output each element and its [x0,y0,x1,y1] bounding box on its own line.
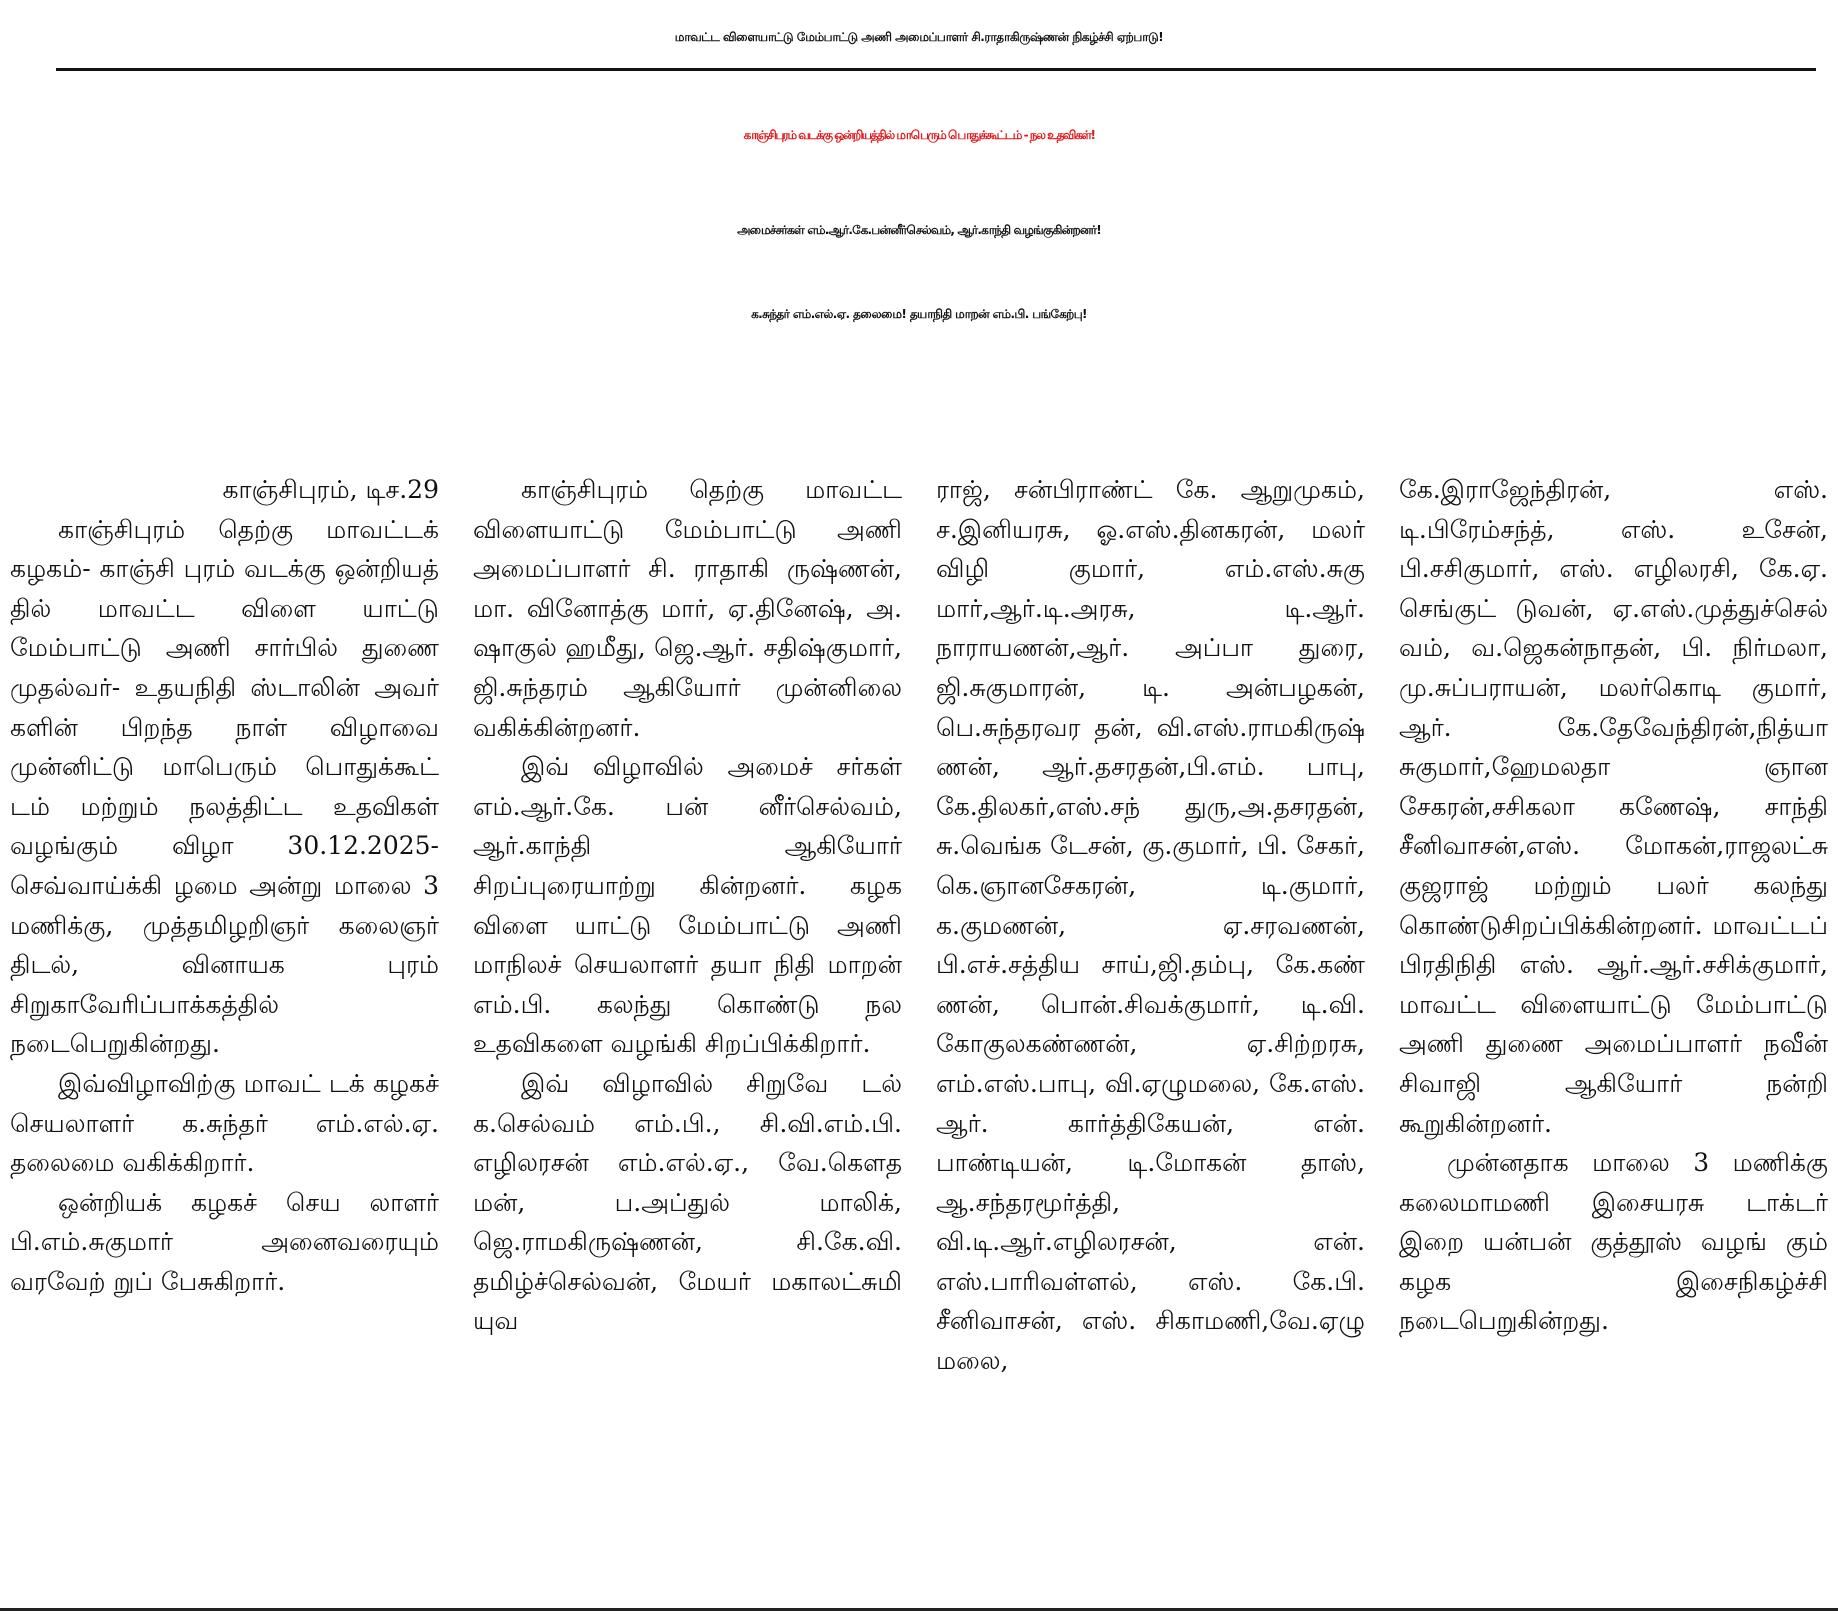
article-paragraph: முன்னதாக மாலை 3 மணிக்கு கலைமாமணி இசையரசு டாக்டர் இறை யன்பன் குத்தூஸ் வழங் கும் கழக இசைநிகழ்ச்சி நடைபெறுகின்றது. [1399,1148,1828,1336]
article-column-1 [10,470,439,1381]
main-headline: காஞ்சிபுரம் வடக்கு ஒன்றியத்தில் மாபெரும் பொதுக்கூட்டம் - நல உதவிகள்! [743,128,1095,142]
article-paragraph: இவ் விழாவில் சிறுவே டல் க.செல்வம் எம்.பி., சி.வி.எம்.பி. எழிலரசன் எம்.எல்.ஏ., வே.கௌத மன், ப.அப்துல் மாலிக், ஜெ.ராமகிருஷ்ணன், சி.கே.வி. தமிழ்ச்செல்வன், மேயர் மகாலட்சுமி யுவ [473,1068,902,1336]
article-paragraph: காஞ்சிபுரம் தெற்கு மாவட்ட விளையாட்டு மேம்பாட்டு அணி அமைப்பாளர் சி. ராதாகி ருஷ்ணன், மா. வினோத்கு மார், ஏ.தினேஷ், அ. ஷாகுல் ஹமீது, ஜெ.ஆர். சதிஷ்குமார், ஜி.சுந்தரம் ஆகியோர் முன்னிலை வகிக்கின்றனர். [473,475,902,742]
article-column-3 [936,470,1365,1381]
bottom-rule [0,1608,1838,1611]
article-paragraph: இவ்விழாவிற்கு மாவட் டக் கழகச் செயலாளர் க.சுந்தர் எம்.எல்.ஏ. தலைமை வகிக்கிறார். [10,1068,439,1178]
article-column-2 [473,470,902,1381]
article-paragraph: கே.இராஜேந்திரன், எஸ். டி.பிரேம்சந்த், எஸ். உசேன், பி.சசிகுமார், எஸ். எழிலரசி, கே.ஏ. செங்குட் டுவன், ஏ.எஸ்.முத்துச்செல் வம், வ.ஜெகன்நாதன், பி. நிர்மலா, மு.சுப்பராயன், மலர்கொடி குமார், ஆர். கே.தேவேந்திரன்,நித்யா சுகுமார்,ஹேமலதா ஞான சேகரன்,சசிகலா கணேஷ், சாந்தி சீனிவாசன்,எஸ். மோகன்,ராஜலட்சு குஜராஜ் மற்றும் பலர் கலந்து கொண்டுசிறப்பிக்கின்றனர். மாவட்டப் பிரதிநிதி எஸ். ஆர்.ஆர்.சசிக்குமார், மாவட்ட விளையாட்டு மேம்பாட்டு அணி துணை அமைப்பாளர் நவீன் சிவாஜி ஆகியோர் நன்றி கூறுகின்றனர். [1399,475,1828,1138]
article-paragraph: ஒன்றியக் கழகச் செய லாளர் பி.எம்.சுகுமார் அனைவரையும் வரவேற் றுப் பேசுகிறார். [10,1187,439,1296]
article-paragraph: இவ் விழாவில் அமைச் சர்கள் எம்.ஆர்.கே. பன் னீர்செல்வம், ஆர்.காந்தி ஆகியோர் சிறப்புரையாற்று கின்றனர். கழக விளை யாட்டு மேம்பாட்டு அணி மாநிலச் செயலாளர் தயா நிதி மாறன் எம்.பி. கலந்து கொண்டு நல உதவிகளை வழங்கி சிறப்பிக்கிறார். [473,752,902,1059]
sub-headline: அமைச்சர்கள் எம்.ஆர்.கே.பன்னீர்செல்வம், ஆர்.காந்தி வழங்குகின்றனர்! [737,223,1101,237]
article-body [10,470,1828,1381]
secondary-sub-headline: க.சுந்தர் எம்.எல்.ஏ. தலைமை! தயாநிதி மாறன் எம்.பி. பங்கேற்பு! [751,307,1087,321]
article-paragraph: காஞ்சிபுரம் தெற்கு மாவட்டக் கழகம்- காஞ்சி புரம் வடக்கு ஒன்றியத் தில் மாவட்ட விளை யாட்டு மேம்பாட்டு அணி சார்பில் துணை முதல்வர்- உதயநிதி ஸ்டாலின் அவர் களின் பிறந்த நாள் விழாவை முன்னிட்டு மாபெரும் பொதுக்கூட் டம் மற்றும் நலத்திட்ட உதவிகள் வழங்கும் விழா 30.12.2025-செவ்வாய்க்கி ழமை அன்று மாலை 3 மணிக்கு, முத்தமிழறிஞர் கலைஞர் திடல், வினாயக புரம் சிறுகாவேரிப்பாக்கத்தில் நடைபெறுகின்றது. [10,514,439,1059]
kicker-line: மாவட்ட விளையாட்டு மேம்பாட்டு அணி அமைப்பாளர் சி.ராதாகிருஷ்ணன் நிகழ்ச்சி ஏற்பாடு! [674,30,1164,44]
article-column-4 [1399,470,1828,1381]
article-dateline: காஞ்சிபுரம், டிச.29 [222,475,439,504]
kicker-underline [56,68,1816,71]
article-paragraph: ராஜ், சன்பிராண்ட் கே. ஆறுமுகம், ச.இனியரசு, ஓ.எஸ்.தினகரன், மலர் விழி குமார், எம்.எஸ்.சுகு மார்,ஆர்.டி.அரசு, டி.ஆர். நாராயணன்,ஆர். அப்பா துரை, ஜி.சுகுமாரன், டி. அன்பழகன், பெ.சுந்தரவர தன், வி.எஸ்.ராமகிருஷ் ணன், ஆர்.தசரதன்,பி.எம். பாபு, கே.திலகர்,எஸ்.சந் துரு,அ.தசரதன், சு.வெங்க டேசன், கு.குமார், பி. சேகர், கெ.ஞானசேகரன், டி.குமார், க.குமணன், ஏ.சரவணன், பி.எச்.சத்திய சாய்,ஜி.தம்பு, கே.கண் ணன், பொன்.சிவக்குமார், டி.வி. கோகுலகண்ணன், ஏ.சிற்றரசு, எம்.எஸ்.பாபு, வி.ஏழுமலை, கே.எஸ். ஆர். கார்த்திகேயன், என். பாண்டியன், டி.மோகன் தாஸ், ஆ.சந்தரமூர்த்தி, வி.டி.ஆர்.எழிலரசன், என். எஸ்.பாரிவள்ளல், எஸ். கே.பி. சீனிவாசன், எஸ். சிகாமணி,வே.ஏழு மலை, [936,475,1365,1376]
